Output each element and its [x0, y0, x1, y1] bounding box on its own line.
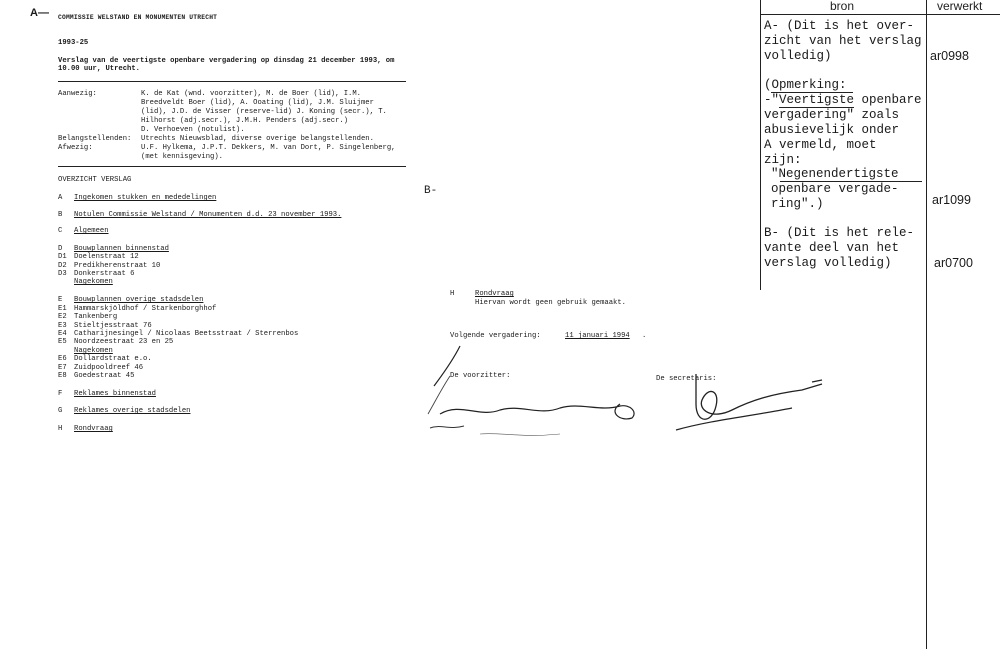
- remark-line: abusievelijk onder: [764, 123, 900, 137]
- aanwezig-line: K. de Kat (wnd. voorzitter), M. de Boer (lid), I.M.: [141, 90, 361, 98]
- secretaris-label: De secretaris:: [656, 375, 717, 383]
- agenda-item-code: E3: [58, 322, 67, 330]
- agenda-item-code: E1: [58, 305, 67, 313]
- agenda-item-code: E8: [58, 372, 67, 380]
- note-a-line: A- (Dit is het over-: [764, 19, 915, 33]
- agenda-item-code: E4: [58, 330, 67, 338]
- agenda-item-text: Rondvraag: [74, 425, 113, 433]
- agenda-item-text: Nagekomen: [74, 347, 113, 355]
- report-number: 1993-25: [58, 39, 89, 47]
- agenda-item-code: G: [58, 407, 63, 415]
- afwezig-line: (met kennisgeving).: [141, 153, 223, 161]
- agenda-item-code: H: [58, 425, 63, 433]
- agenda-item-text: Goedestraat 45: [74, 372, 135, 380]
- attendance-divider: [58, 166, 406, 167]
- note-b-line: verslag volledig): [764, 256, 892, 270]
- reference-code: ar0700: [934, 256, 973, 270]
- agenda-item-code: E: [58, 296, 63, 304]
- agenda-item-text: Algemeen: [74, 227, 109, 235]
- note-b-line: B- (Dit is het rele-: [764, 226, 915, 240]
- aanwezig-label: Aanwezig:: [58, 90, 97, 98]
- reference-code: ar1099: [932, 193, 971, 207]
- report-title-line-2: 10.00 uur, Utrecht.: [58, 65, 140, 73]
- afwezig-line: U.F. Hylkema, J.P.T. Dekkers, M. van Dort, P. Singelenberg,: [141, 144, 396, 152]
- rondvraag-code: H: [450, 290, 455, 298]
- remark-line: openbare vergade-: [771, 182, 899, 196]
- remark-line: "Negenendertigste: [771, 167, 899, 181]
- remark-line: ring".): [771, 197, 824, 211]
- belangstellenden-label: Belangstellenden:: [58, 135, 132, 143]
- aanwezig-line: D. Verhoeven (notulist).: [141, 126, 245, 134]
- agenda-item-text: Doelenstraat 12: [74, 253, 139, 261]
- next-meeting-period: .: [642, 332, 647, 340]
- agenda-item-code: A: [58, 194, 63, 202]
- column-separator: [926, 0, 927, 649]
- agenda-item-text: Donkerstraat 6: [74, 270, 135, 278]
- agenda-item-code: B: [58, 211, 63, 219]
- secretary-signature: [672, 364, 842, 444]
- agenda-item-code: D2: [58, 262, 67, 270]
- note-a-line: volledig): [764, 49, 832, 63]
- next-meeting-label: Volgende vergadering:: [450, 332, 541, 340]
- side-panel-left-border: [760, 0, 761, 290]
- agenda-item-text: Hammarskjöldhof / Starkenborghhof: [74, 305, 217, 313]
- aanwezig-line: Hilhorst (adj.secr.), J.M.H. Penders (adj.secr.): [141, 117, 349, 125]
- agenda-item-text: Dollardstraat e.o.: [74, 355, 152, 363]
- agenda-item-text: Tankenberg: [74, 313, 118, 321]
- agenda-item-code: D3: [58, 270, 67, 278]
- agenda-item-text: Zuidpooldreef 46: [74, 364, 144, 372]
- overview-title: OVERZICHT VERSLAG: [58, 176, 132, 184]
- agenda-item-text: Reklames binnenstad: [74, 390, 156, 398]
- title-divider: [58, 81, 406, 82]
- remark-line: zijn:: [764, 153, 802, 167]
- section-b-marker: B-: [424, 185, 438, 197]
- column-header-verwerkt: verwerkt: [937, 0, 983, 13]
- belangstellenden-value: Utrechts Nieuwsblad, diverse overige belangstellenden.: [141, 135, 374, 143]
- report-title-line-1: Verslag van de veertigste openbare vergadering op dinsdag 21 december 1993, om: [58, 57, 395, 65]
- section-a-marker: A—: [30, 7, 49, 19]
- rondvraag-text: Hiervan wordt geen gebruik gemaakt.: [475, 299, 626, 307]
- agenda-item-text: Catharijnesingel / Nicolaas Beetsstraat / Sterrenbos: [74, 330, 299, 338]
- aanwezig-line: Breedveldt Boer (lid), A. Ooating (lid), J.M. Sluijmer: [141, 99, 374, 107]
- column-header-bron: bron: [830, 0, 855, 13]
- note-a-line: zicht van het verslag: [764, 34, 922, 48]
- agenda-item-code: E2: [58, 313, 67, 321]
- remark-line: -"Veertigste openbare: [764, 93, 922, 107]
- agenda-item-text: Notulen Commissie Welstand / Monumenten d.d. 23 november 1993.: [74, 211, 342, 219]
- header-divider: [760, 14, 1000, 15]
- remark-line: vergadering" zoals: [764, 108, 900, 122]
- agenda-item-text: Noordzeestraat 23 en 25: [74, 338, 174, 346]
- agenda-item-text: Bouwplannen overige stadsdelen: [74, 296, 204, 304]
- chairman-signature: [420, 342, 650, 442]
- agenda-item-text: Predikherenstraat 10: [74, 262, 161, 270]
- remark-line: A vermeld, moet: [764, 138, 877, 152]
- remark-line: (Opmerking:: [764, 78, 847, 92]
- rondvraag-title: Rondvraag: [475, 290, 514, 298]
- afwezig-label: Afwezig:: [58, 144, 93, 152]
- next-meeting-date: 11 januari 1994: [565, 332, 630, 340]
- agenda-item-text: Nagekomen: [74, 278, 113, 286]
- agenda-item-code: D1: [58, 253, 67, 261]
- agenda-item-text: Ingekomen stukken en mededelingen: [74, 194, 217, 202]
- agenda-item-code: D: [58, 245, 63, 253]
- agenda-item-code: E5: [58, 338, 67, 346]
- agenda-item-code: F: [58, 390, 63, 398]
- note-b-line: vante deel van het: [764, 241, 900, 255]
- aanwezig-line: (lid), J.D. de Visser (reserve-lid) J. Koning (secr.), T.: [141, 108, 387, 116]
- agenda-item-code: E6: [58, 355, 67, 363]
- voorzitter-label: De voorzitter:: [450, 372, 511, 380]
- agenda-item-text: Stieltjesstraat 76: [74, 322, 152, 330]
- agenda-item-text: Reklames overige stadsdelen: [74, 407, 191, 415]
- reference-code: ar0998: [930, 49, 969, 63]
- agenda-item-code: E7: [58, 364, 67, 372]
- organisation-heading: COMMISSIE WELSTAND EN MONUMENTEN UTRECHT: [58, 14, 218, 21]
- agenda-item-text: Bouwplannen binnenstad: [74, 245, 169, 253]
- agenda-item-code: C: [58, 227, 63, 235]
